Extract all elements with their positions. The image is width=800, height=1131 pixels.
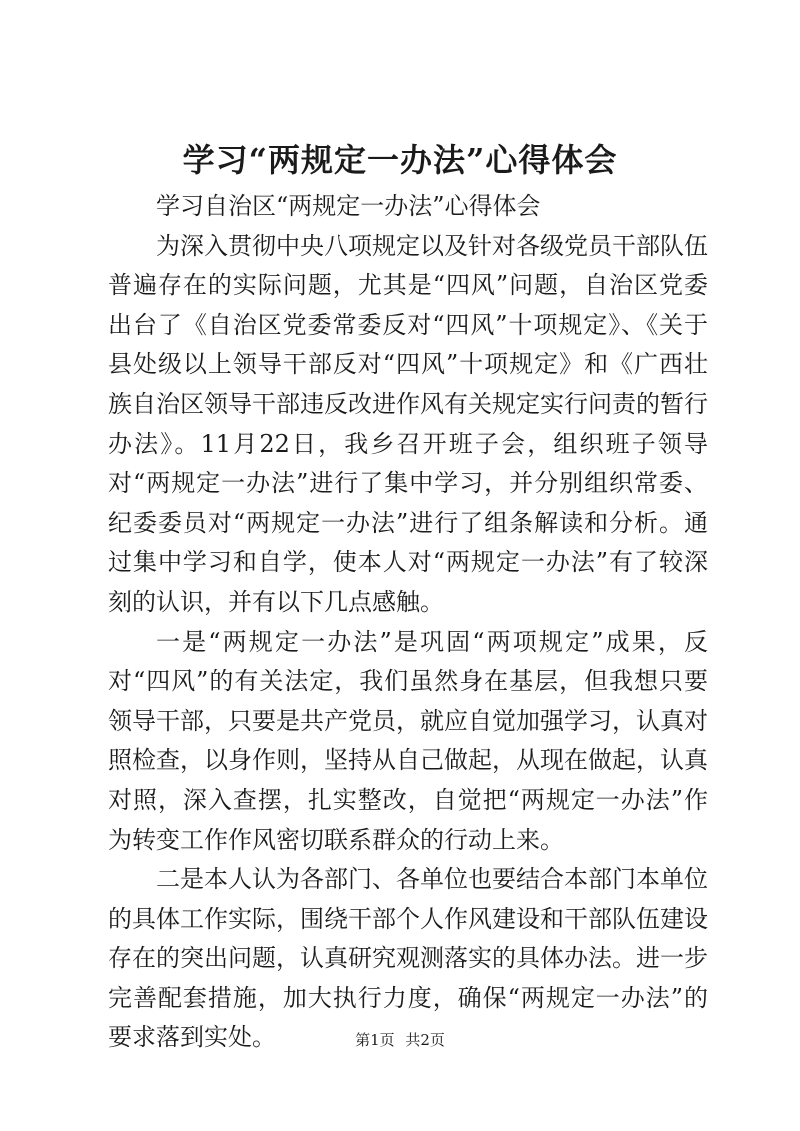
page-footer [0, 1030, 800, 1050]
document-body [108, 187, 708, 1058]
subtitle-paragraph: 学习自治区“两规定一办法”心得体会 [156, 192, 541, 220]
document-title: 学习“两规定一办法”心得体会 [182, 141, 618, 179]
body-paragraph-3: 二是本人认为各部门、各单位也要结合本部门本单位的具体工作实际，围绕干部个人作风建设和干部队伍建设存在的突出问题，认真研究观测落实的具体办法。进一步完善配套措施，加大执行力度，确保“两规定一办法”的要求落到实处。 [108, 865, 708, 1052]
body-paragraph-2: 一是“两规定一办法”是巩固“两项规定”成果，反对“四风”的有关法定，我们虽然身在基层，但我想只要领导干部，只要是共产党员，就应自觉加强学习，认真对照检查，以身作则，坚持从自己做起，从现在做起，认真对照，深入查摆，扎实整改，自觉把“两规定一办法”作为转变工作作风密切联系群众的行动上来。 [108, 627, 708, 854]
body-paragraph-1: 为深入贯彻中央八项规定以及针对各级党员干部队伍普遍存在的实际问题，尤其是“四风”问题，自治区党委出台了《自治区党委常委反对“四风”十项规定》、《关于县处级以上领导干部反对“四风”十项规定》和《广西壮族自治区领导干部违反改进作风有关规定实行问责的暂行办法》。11月22日，我乡召开班子会，组织班子领导对“两规定一办法”进行了集中学习，并分别组织常委、纪委委员对“两规定一办法”进行了组条解读和分析。通过集中学习和自学，使本人对“两规定一办法”有了较深刻的认识，并有以下几点感触。 [108, 231, 708, 616]
page-total: 共2页 [405, 1031, 445, 1049]
page-number: 第1页 [355, 1031, 395, 1049]
